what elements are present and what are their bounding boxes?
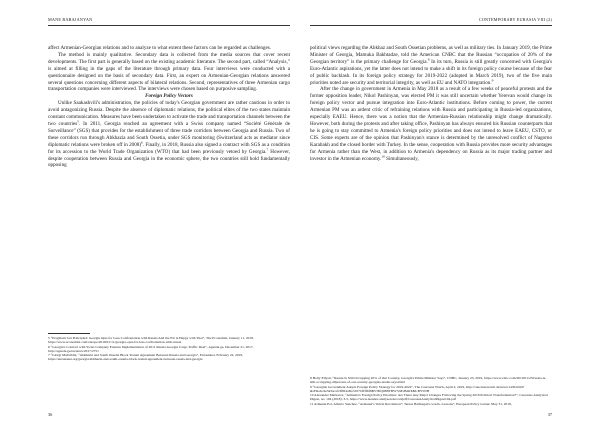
page-number: 37 <box>547 412 552 417</box>
footnote-mark[interactable]: 10 <box>381 153 385 158</box>
paragraph <box>48 100 290 169</box>
footnote-mark[interactable]: 7 <box>266 146 269 151</box>
running-head-journal: CONTEMPORARY EURASIA VIII (2) <box>478 17 552 22</box>
footnote: 6 “Georgia's Contract with Swiss Company Ensures Implementation of 2011 Russia-Georgia Cargo Traffic Deal”, Agenda.ge, December 21, 2017, http://agenda.ge/en/news/2017/2751 <box>48 344 254 353</box>
text-run: . In 2011, Georgia reached an agreement with a Swiss company named “Société Générale de Surveillance” (SGS) that provides for the establishment of three trade corridors between Georgia and Russia. Two of these corridors run through Abkhazia and South Ossetia, under SGS monitoring (Switzerland acts as mediator since diplomatic relations were broken off in 2008) <box>48 120 290 148</box>
body-text <box>310 45 552 162</box>
text-run: . Finally, in 2018, Russia also signed a contract with SGS as a condition for its accession to the World Trade Organization (WTO) that had been previously vetoed by Georgia. <box>48 141 291 155</box>
paragraph <box>310 86 552 162</box>
text-run: Unlike Saakashvili's administration, the policies of today's Georgian government are rather cautious in order to avoid antagonizing Russia. Despite the absence of diplomatic relations, the political elites of the two states maintain constant communication. Measures have been undertaken to activate the trade and transportation channels between the two countries <box>48 100 291 127</box>
footnote: 11 Armenia Pol, Alberto Sanchez, “Armenia’s Velvet Revolution”: Teresa Balhregan's words, Lessons”, European Policy Center, May 31, 2018, <box>310 401 512 406</box>
paragraph: affect Armenian-Georgian relations and to analyze to what extent these factors can be regarded as challenges. <box>48 45 271 51</box>
right-page <box>300 0 600 424</box>
section-heading: Foreign Policy Vectors <box>145 93 193 100</box>
footnote: 9 “Georgian Government Adopts Foreign Policy Strategy for 2019-2022”, The Caucasus Watch, April 2, 2019, http://caucasuswatch.de/news/1430.html?&cHash=9e343acafc3f8f4a3fe5b57bff3f6f8B3 HfQ0B8TBW7rMvBdRM9LBY5NH <box>310 384 525 393</box>
footnote-mark[interactable]: 8 <box>427 57 430 62</box>
footnote-mark[interactable]: 5 <box>77 119 79 124</box>
header-rule <box>48 25 290 26</box>
running-head-author: MANE BABAJANYAN <box>48 17 93 22</box>
text-run: Simultaneously, <box>384 155 419 162</box>
footnote-rule <box>48 333 90 334</box>
footnote: 8 Holly Ellyatt, “Russia Is Still Occupying 20% of Our Country, Georgia's Prime Minister Says”, CNBC, January 23, 2019, https://www.cnbc.com/2019/01/23/russia-is-still-occupying-20percent-of-our-country-georgias-leader-says.html <box>310 376 547 385</box>
footnotes <box>48 336 290 362</box>
footnotes <box>310 376 552 406</box>
body-text <box>48 45 290 169</box>
paragraph <box>310 45 552 86</box>
footnote-mark[interactable]: 9 <box>491 77 494 82</box>
footnote: 7 “Giorgi Mshvildia, “Abkhazia and South Ossetia Block Transit Agreement Between Russia and Georgia”, Eurasianet, February 22, 2019, https://eurasianet.org/georgia/abkhazia-and-south-ossetia-block-transit-agreement-between-russia-and-georgia <box>48 353 244 362</box>
text-run: In its turn, Russia is still greatly concerned with Georgia's Euro-Atlantic aspirations, yet the latter does not intend to make a shift in its foreign policy course because of the fear of public backlash. In its foreign policy strategy for 2019-2022 (adopted in March 2019), two of the five main priorities noted are security and territorial integrity, as well as EU and NATO integration. <box>310 58 552 86</box>
paragraph: The method is mainly qualitative. Secondary data is collected from the media sources that cover recent developments. The first part is generally based on the existing academic literature. The second part, called “Analysis,” is aimed at filling in the gaps of the literature through primary data. Four interviews were conducted with a questionnaire designed on the basis of secondary data. First, an expert on Armenian-Georgian relations answered several questions concerning different aspects of bilateral relations. Second, representatives of three Armenian cargo transportation companies were interviewed. The interviews were chosen based on purposive sampling. <box>48 51 290 93</box>
footnote: 5 “Pragmatic but Principled: Georgia Opts for Less Confrontation with Russia And the EU is Happy with That”, The Economist, January 11, 2018, https://www.economist.com/europe/2018/01/11/georgia-opts-for-less-confrontation-with-russia <box>48 336 254 345</box>
page-number: 36 <box>48 412 53 417</box>
text-run: After the change in government in Armenia in May 2018 as a result of a few weeks of peaceful protests and the former opposition leader, Nikol Pashinyan, was elected PM it was still uncertain whether Yerevan would change its foreign policy vector and pursue integration into Euro-Atlantic institutions. Before coming to power, the current Armenian PM was an ardent critic of refraining relations with Russia and participating in Russia-led organizations, especially EAEU. Hence, there was a notion that the Armenian-Russian relationship might change dramatically. However, both during the protests and after taking office, Pashinyan has always ensured his Russian counterparts that he is going to stay committed to Armenia's foreign policy priorities and does not intend to leave EAEU, CSTO, or CIS. Some experts are of the opinion that Pashinyan's stance is determined by the unresolved conflict of Nagorno Karabakh and the closed border with Turkey. In the sense, cooperation with Russia provides more security advantages for Armenia rather than the West, in addition to Armenia's dependency on Russia as its major trading partner and investor in the Armenian economy. <box>310 86 552 162</box>
footnote: 10 Alexander Markarov, “Armenia's Foreign Policy Priorities: Are There Any Major Changes Following the Spring 2018 Political Transformation?”, Caucasus Analytical Digest, no. 104 (2018): 3-5, https://www.laender-analysen.de/cad/pdf/CaucasusAnalyticalDigest104.pdf <box>310 393 548 402</box>
footnote-mark[interactable]: 6 <box>141 140 143 144</box>
header-rule <box>310 25 552 26</box>
text-run: However, despite cooperation between Russia and Georgia in the economic sphere, the two countries still hold fundamentally opposing <box>48 148 290 169</box>
text-run: political views regarding the Abkhaz and South Ossetian problems, as well as military ties. In January 2019, the Prime Minister of Georgia, Mamuka Bakhtadze, told the American CNBC that the Russian “occupation of 20% of the Georgian territory” is the primary challenge for Georgia. <box>310 45 552 65</box>
